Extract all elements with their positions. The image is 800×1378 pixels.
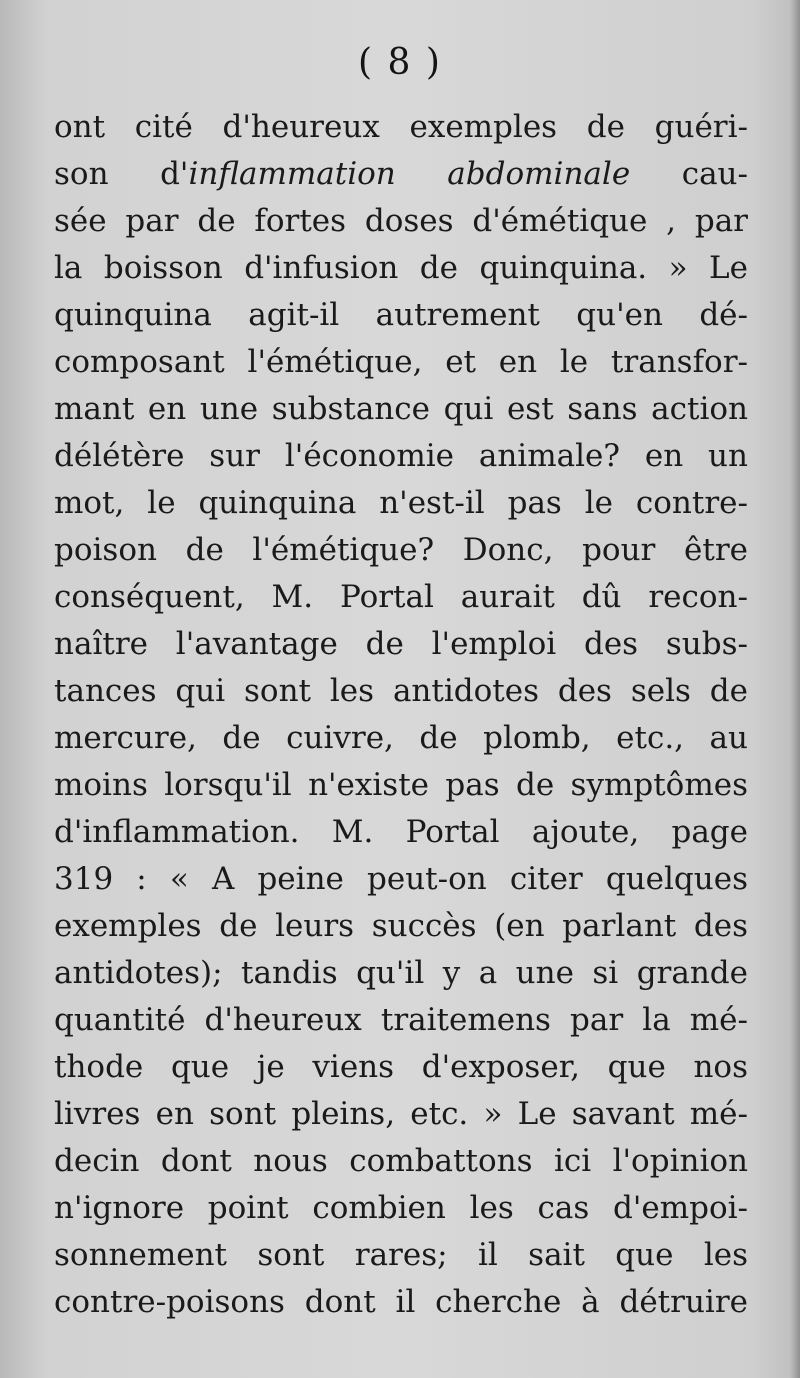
text-line: 319 : « A peine peut-on citer quelques [54,861,748,897]
text-line: n'ignore point combien les cas d'empoi- [54,1190,748,1226]
text-line: la boisson d'infusion de quinquina. » Le [54,250,748,286]
text-line: mercure, de cuivre, de plomb, etc., au [54,720,748,756]
text-line: mot, le quinquina n'est-il pas le contre- [54,485,748,521]
text-line: naître l'avantage de l'emploi des subs- [54,626,748,662]
text-line: quinquina agit-il autrement qu'en dé- [54,297,748,333]
text-line: decin dont nous combattons ici l'opinion [54,1143,748,1179]
page-edge-shadow [790,0,800,1378]
text-line: livres en sont pleins, etc. » Le savant mé- [54,1096,748,1132]
text-line: mant en une substance qui est sans action [54,391,748,427]
text-segment: cau- [630,156,748,192]
text-line: tances qui sont les antidotes des sels de [54,673,748,709]
text-line: antidotes); tandis qu'il y a une si grande [54,955,748,991]
text-line: ont cité d'heureux exemples de guéri- [54,109,748,145]
text-line: délétère sur l'économie animale? en un [54,438,748,474]
body-text [54,104,748,1326]
text-line: conséquent, M. Portal aurait dû recon- [54,579,748,615]
text-line: exemples de leurs succès (en parlant des [54,908,748,944]
text-line: thode que je viens d'exposer, que nos [54,1049,748,1085]
text-line: sonnement sont rares; il sait que les [54,1237,748,1273]
text-line [54,151,748,198]
text-line: poison de l'émétique? Donc, pour être [54,532,748,568]
text-line: d'inflammation. M. Portal ajoute, page [54,814,748,850]
page-number: ( 8 ) [358,42,442,83]
text-line: moins lorsqu'il n'existe pas de symptômes [54,767,748,803]
text-line: contre-poisons dont il cherche à détruire [54,1284,748,1320]
text-line: sée par de fortes doses d'émétique , par [54,203,748,239]
italic-phrase: inflammation abdominale [188,156,631,192]
text-segment: son d' [54,156,189,192]
text-line: quantité d'heureux traitemens par la mé- [54,1002,748,1038]
text-line: composant l'émétique, et en le transfor- [54,344,748,380]
